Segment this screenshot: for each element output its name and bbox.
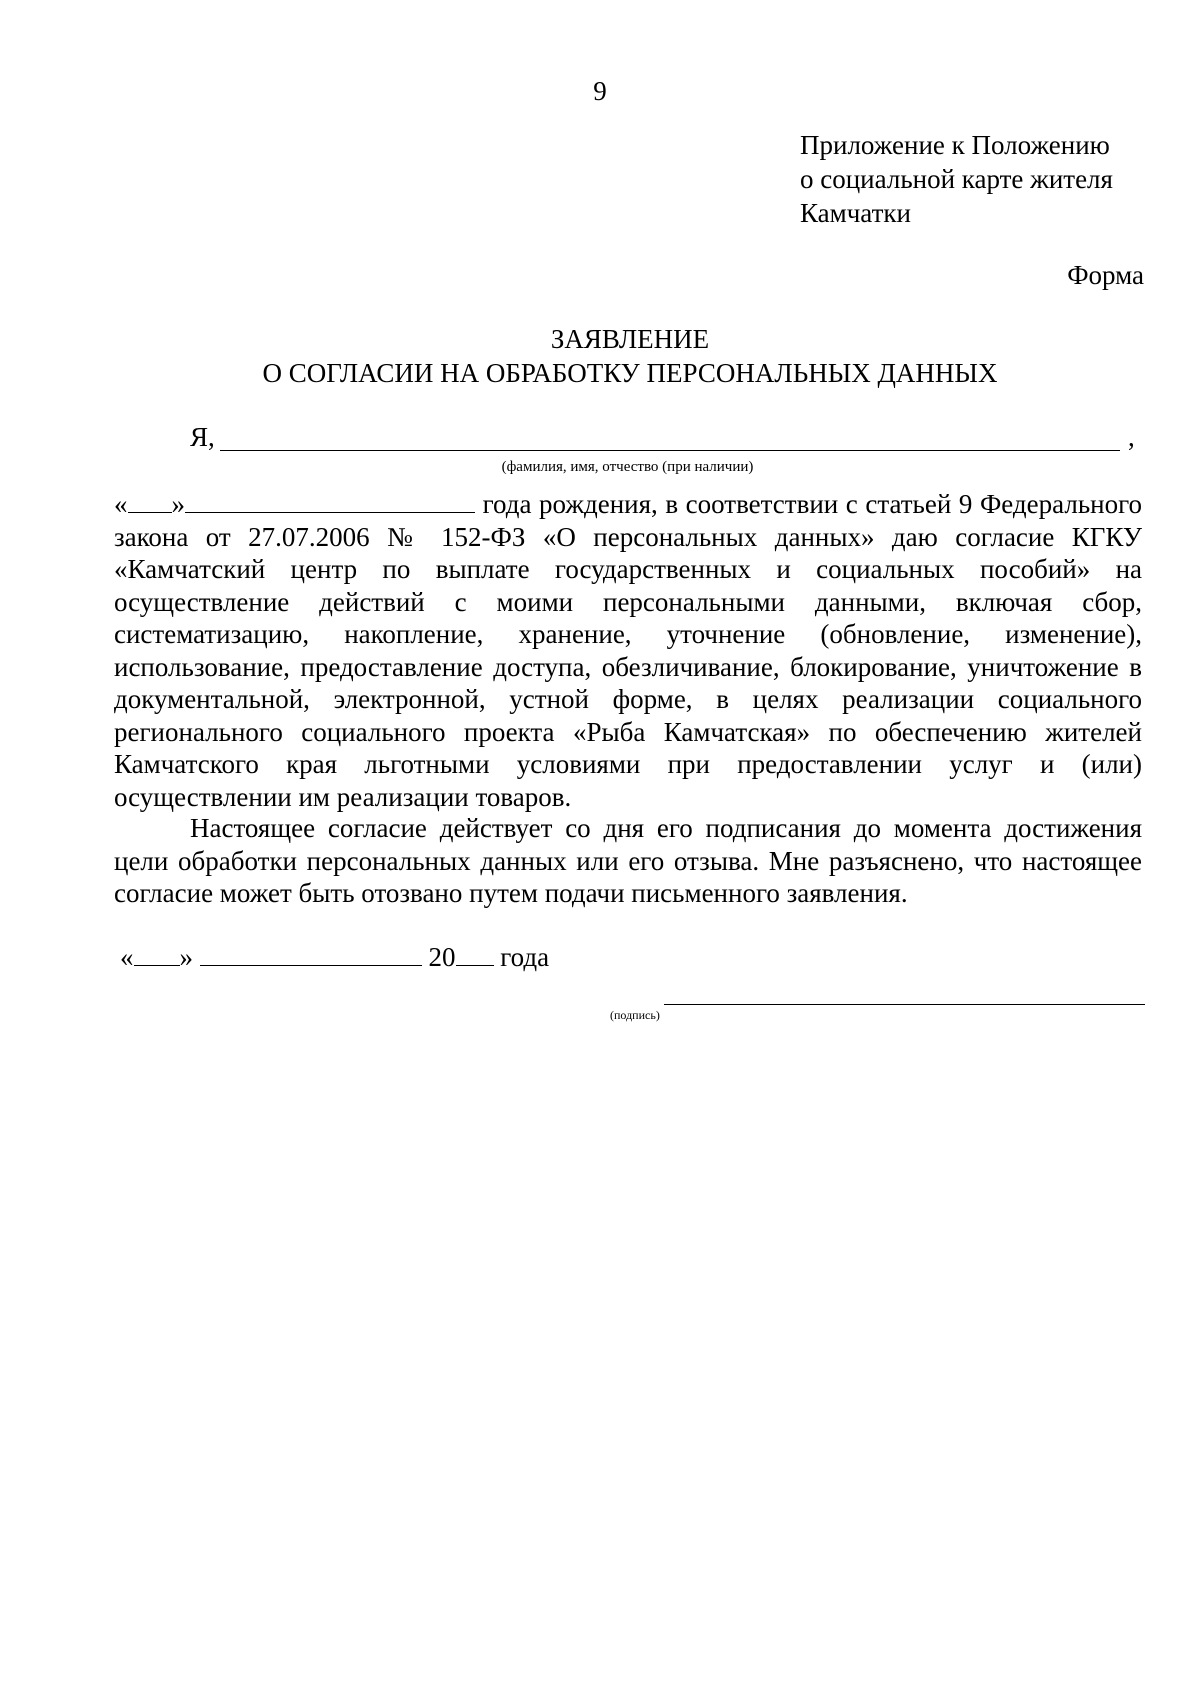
signing-day-field[interactable] [134, 943, 180, 966]
applicant-prefix: Я, [190, 422, 215, 452]
title-line-1: ЗАЯВЛЕНИЕ [550, 324, 710, 354]
date-close-quote: » [179, 942, 193, 972]
applicant-name-field[interactable] [220, 450, 1120, 451]
year-prefix: 20 [428, 942, 456, 972]
signature-caption: (подпись) [610, 1008, 660, 1022]
date-open-quote: « [120, 942, 134, 972]
birth-month-year-field[interactable] [185, 490, 475, 513]
signature-field[interactable] [664, 1004, 1145, 1005]
signing-year-field[interactable] [456, 943, 494, 966]
page-number: 9 [593, 76, 607, 106]
signing-month-field[interactable] [200, 943, 422, 966]
title-line-2: О СОГЛАСИИ НА ОБРАБОТКУ ПЕРСОНАЛЬНЫХ ДАННЫХ [262, 358, 998, 388]
consent-paragraph [114, 488, 1142, 813]
year-suffix: года [500, 942, 550, 972]
applicant-name-caption: (фамилия, имя, отчество (при наличии) [501, 459, 754, 475]
applicant-suffix: , [1128, 422, 1135, 452]
appendix-line-3: Камчатки [800, 198, 911, 228]
signing-date-line [120, 940, 549, 974]
applicant-line [190, 420, 1140, 456]
appendix-line-2: о социальной карте жителя [800, 164, 1113, 194]
form-label: Форма [1067, 260, 1144, 290]
validity-paragraph: Настоящее согласие действует со дня его подписания до момента достижения цели обработки персональных данных или его отзыва. Мне разъяснено, что настоящее согласие может быть отозвано путем подачи письменного заявления. [114, 813, 1142, 908]
appendix-header [800, 128, 1160, 230]
consent-text: года рождения, в соответствии с статьей 9 Федерального закона от 27.07.2006 № 152-ФЗ «О персональных данных» даю согласие КГКУ «Камчатский центр по выплате государственных и социальных пособий» на осуществление действий с моими персональными данными, включая сбор, систематизацию, накопление, хранение, уточнение (обновление, изменение), использование, предоставление доступа, обезличивание, блокирование, уничтожение в документальной, электронной, устной форме, в целях реализации социального регионального социального проекта «Рыба Камчатская» по обеспечению жителей Камчатского края льготными условиями при предоставлении услуг и (или) осуществлении им реализации товаров. [114, 489, 1142, 812]
birth-day-field[interactable] [128, 490, 172, 513]
document-title [0, 322, 1200, 390]
birth-close-quote: » [171, 489, 185, 519]
birth-open-quote: « [114, 489, 128, 519]
appendix-line-1: Приложение к Положению [800, 130, 1110, 160]
